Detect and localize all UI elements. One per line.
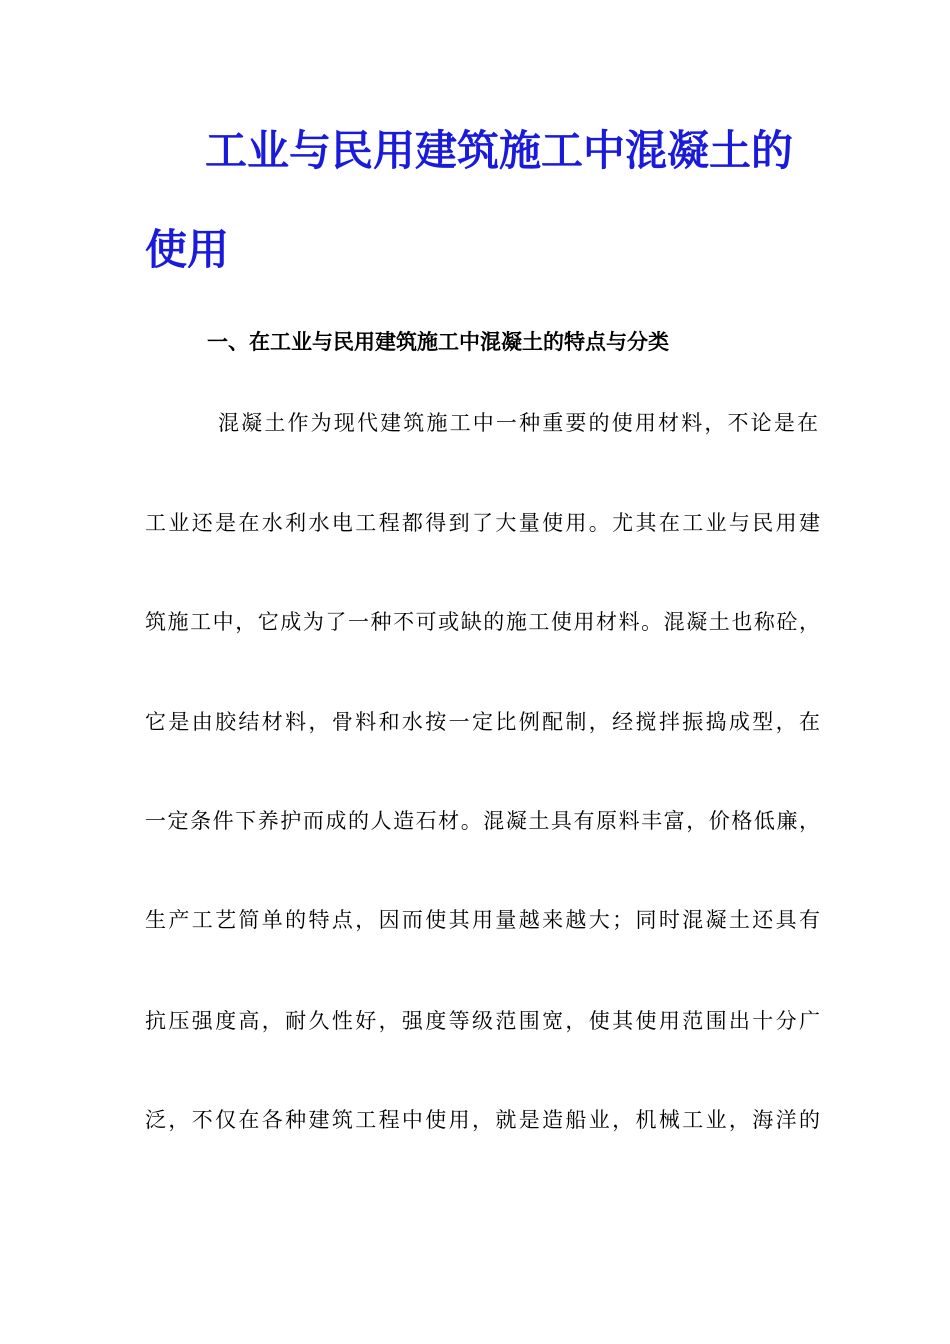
- paragraph-line-2: 工业还是在水利水电工程都得到了大量使用。尤其在工业与民用建: [145, 511, 820, 535]
- paragraph-line-3: 筑施工中，它成为了一种不可或缺的施工使用材料。混凝土也称砼，: [145, 610, 820, 634]
- paragraph-line-8: 泛，不仅在各种建筑工程中使用，就是造船业，机械工业，海洋的: [145, 1108, 820, 1132]
- paragraph-line-1: 混凝土作为现代建筑施工中一种重要的使用材料，不论是在: [218, 411, 818, 435]
- paragraph-line-5: 一定条件下养护而成的人造石材。混凝土具有原料丰富，价格低廉，: [145, 809, 820, 833]
- paragraph-line-6: 生产工艺简单的特点，因而使其用量越来越大；同时混凝土还具有: [145, 908, 820, 932]
- document-title-line-1: 工业与民用建筑施工中混凝土的: [205, 126, 794, 175]
- section-heading: 一、在工业与民用建筑施工中混凝土的特点与分类: [207, 330, 669, 354]
- document-title-line-2: 使用: [145, 225, 230, 274]
- paragraph-line-7: 抗压强度高，耐久性好，强度等级范围宽，使其使用范围出十分广: [145, 1009, 820, 1033]
- paragraph-line-4: 它是由胶结材料，骨料和水按一定比例配制，经搅拌振捣成型，在: [145, 710, 820, 734]
